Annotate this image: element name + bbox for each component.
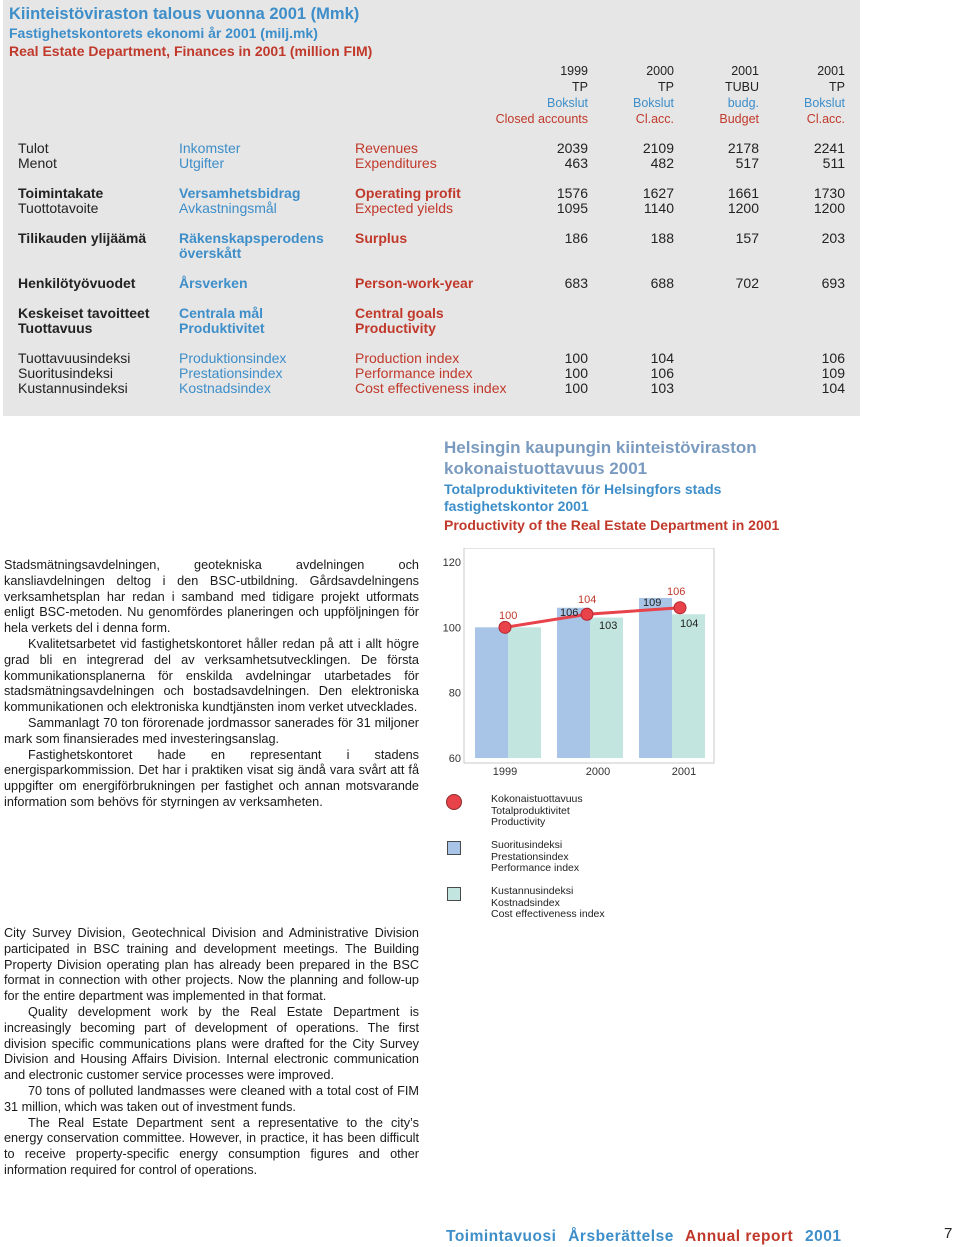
chart-title-sv-line1: Totalproduktiviteten för Helsingfors stads — [444, 481, 722, 497]
cell-value: 100 — [564, 365, 588, 381]
productivity-point — [581, 608, 593, 620]
row-label-sv: Räkenskapsperodens överskått — [179, 230, 324, 261]
cell-value: 1576 — [556, 185, 588, 201]
chart-title-sv-line2: fastighetskontor 2001 — [444, 498, 589, 514]
chart-title-en: Productivity of the Real Estate Department in 2001 — [444, 517, 780, 533]
row-label-en: Productivity — [355, 320, 436, 336]
cell-value: 103 — [650, 380, 674, 396]
y-tick-label: 120 — [442, 557, 461, 569]
header-label-en: Cl.acc. — [806, 112, 845, 126]
line-data-label: 106 — [667, 586, 686, 598]
page-number: 7 — [944, 1225, 953, 1242]
row-label-fi: Suoritusindeksi — [18, 365, 113, 381]
cell-value: 702 — [735, 275, 759, 291]
legend-label-cost: Kustannusindeksi Kostnadsindex Cost effectiveness index — [491, 885, 605, 920]
row-label-fi: Tilikauden ylijäämä — [18, 230, 147, 246]
header-label-en: Cl.acc. — [635, 112, 674, 126]
row-label-en: Performance index — [355, 365, 473, 381]
cell-value: 2109 — [642, 140, 674, 156]
footer-year: 2001 — [804, 1228, 842, 1245]
row-label-fi: Tuottavuusindeksi — [18, 350, 131, 366]
productivity-point — [499, 621, 511, 633]
paragraph: 70 tons of polluted landmasses were cleaned with a total cost of FIM 31 million, which was taken out of investment funds. — [4, 1083, 419, 1114]
header-type: TUBU — [724, 80, 759, 94]
bar-data-label: 103 — [599, 620, 618, 632]
row-label-fi: Kustannusindeksi — [18, 380, 128, 396]
header-label-fi: Bokslut — [547, 96, 588, 110]
x-tick-label: 2000 — [585, 766, 611, 778]
row-label-sv: Prestationsindex — [179, 365, 283, 381]
header-label-fi: budg. — [727, 96, 759, 110]
header-type: TP — [658, 80, 674, 94]
legend-swatch-square-icon — [447, 841, 461, 855]
cell-value: 511 — [822, 155, 845, 171]
header-label-fi: Bokslut — [633, 96, 674, 110]
cell-value: 2178 — [727, 140, 759, 156]
row-label-en: Cost effectiveness index — [355, 380, 507, 396]
header-type: TP — [829, 80, 845, 94]
cell-value: 104 — [821, 380, 845, 396]
legend-label-productivity: Kokonaistuottavuus Totalproduktivitet Productivity — [491, 793, 583, 828]
bar-cost-effectiveness-index — [672, 614, 705, 758]
cell-value: 693 — [821, 275, 845, 291]
cell-value: 688 — [650, 275, 674, 291]
legend-label-performance: Suoritusindeksi Prestationsindex Performance index — [491, 839, 580, 874]
row-label-fi: Tulot — [18, 140, 49, 156]
row-label-en: Revenues — [355, 140, 419, 156]
row-label-fi: Menot — [18, 155, 57, 171]
cell-value: 1661 — [727, 185, 759, 201]
footer-word-en: Annual report — [685, 1228, 794, 1245]
line-data-label: 100 — [499, 610, 518, 622]
body-text-english — [4, 926, 419, 1179]
row-label-sv: Versamhetsbidrag — [179, 185, 301, 201]
row-label-fi: Henkilötyövuodet — [18, 275, 136, 291]
line-data-label: 104 — [578, 594, 597, 606]
row-label-sv: Centrala mål — [179, 305, 264, 321]
row-label-fi: Tuottotavoite — [18, 200, 99, 216]
row-label-en: Operating profit — [355, 185, 461, 201]
cell-value: 1627 — [642, 185, 674, 201]
header-year: 1999 — [560, 64, 588, 78]
paragraph: Stadsmätningsavdelningen, geotekniska avdelningen och kansliavdelningen deltog i den BSC-utbildning. Gårdsavdelningens verksamhetsplan har redan i samband med tidigare projekt utformats enligt BSC-metoden. Nu genomfördes planeringen och uppföljningen för hela verkets del i denna form. — [4, 558, 419, 636]
cell-value: 2039 — [556, 140, 588, 156]
productivity-chart — [430, 548, 720, 788]
y-tick-label: 100 — [442, 622, 461, 635]
cell-value: 1095 — [556, 200, 588, 216]
cell-value: 106 — [821, 350, 845, 366]
paragraph: Kvalitetsarbetet vid fastighetskontoret håller redan på att i allt högre grad bli en integrerad del av verksamhetsutvecklingen. De första kommunikationsplanerna för enskilda avdelningar utarbetades för stadsmätningsavdelningen och bostadsavdelningen. Den elektroniska kommunikationen och elektroniska kundtjänsten inom verket utvecklades. — [4, 636, 419, 715]
header-label-fi: Bokslut — [804, 96, 845, 110]
row-label-sv: Kostnadsindex — [179, 380, 271, 396]
row-label-fi: Toimintakate — [18, 185, 104, 201]
table-title-sv: Fastighetskontorets ekonomi år 2001 (milj.mk) — [9, 25, 318, 41]
cell-value: 188 — [650, 230, 674, 246]
cell-value: 186 — [564, 230, 588, 246]
row-label-sv: Produktionsindex — [179, 350, 287, 366]
header-label-en: Budget — [719, 112, 759, 126]
footer-word-fi: Toimintavuosi — [446, 1228, 557, 1245]
cell-value: 100 — [564, 380, 588, 396]
row-label-sv: Avkastningsmål — [179, 200, 277, 216]
cell-value: 1140 — [643, 200, 674, 216]
bar-data-label: 106 — [560, 607, 579, 619]
cell-value: 463 — [564, 155, 588, 171]
finance-table-panel — [3, 0, 860, 416]
x-tick-label: 1999 — [492, 766, 518, 778]
cell-value: 1200 — [727, 200, 759, 216]
chart-title-fi-line2: kokonaistuottavuus 2001 — [444, 459, 648, 478]
cell-value: 104 — [650, 350, 674, 366]
bar-performance-index — [557, 608, 590, 758]
header-type: TP — [572, 80, 588, 94]
row-label-en: Expenditures — [355, 155, 437, 171]
paragraph: Sammanlagt 70 ton förorenade jordmassor sanerades för 31 miljoner mark som finansierades med investeringsanslag. — [4, 715, 419, 746]
cell-value: 109 — [821, 365, 845, 381]
paragraph: City Survey Division, Geotechnical Division and Administrative Division participated in BSC training and development meetings. The Building Property Division operating plan has already been prepared in the BSC format in connection with other projects. Now the planning and follow-up for the entire department was implemented in that format. — [4, 926, 419, 1004]
legend-swatch-circle-icon — [446, 794, 462, 810]
row-label-fi: Tuottavuus — [18, 320, 93, 336]
bar-data-label: 104 — [680, 618, 699, 630]
table-title-en: Real Estate Department, Finances in 2001 (million FIM) — [9, 43, 373, 59]
cell-value: 517 — [735, 155, 759, 171]
y-tick-label: 80 — [448, 687, 461, 700]
row-label-en: Person-work-year — [355, 275, 474, 291]
footer-word-sv: Årsberättelse — [568, 1228, 674, 1245]
bar-performance-index — [475, 627, 508, 758]
body-text-swedish — [4, 558, 419, 811]
y-tick-label: 60 — [448, 753, 461, 765]
table-title-fi: Kiinteistöviraston talous vuonna 2001 (Mmk) — [9, 5, 360, 23]
productivity-point — [674, 602, 686, 614]
legend-swatch-square-icon — [447, 887, 461, 901]
cell-value: 2241 — [813, 140, 845, 156]
header-year: 2001 — [731, 64, 759, 78]
cell-value: 106 — [650, 365, 674, 381]
x-tick-label: 2001 — [671, 766, 697, 778]
y-axis-ticks — [443, 557, 461, 765]
cell-value: 203 — [821, 230, 845, 246]
paragraph: The Real Estate Department sent a representative to the city’s energy conservation committee. However, in practice, it has been difficult to receive property-specific energy consumption figures and other information required for control of operations. — [4, 1115, 419, 1177]
row-label-sv: Utgifter — [179, 155, 225, 171]
row-label-en: Central goals — [355, 305, 444, 321]
chart-title-fi-line1: Helsingin kaupungin kiinteistöviraston — [444, 438, 757, 457]
cell-value: 157 — [735, 230, 759, 246]
row-label-fi: Keskeiset tavoitteet — [18, 305, 150, 321]
header-year: 2001 — [817, 64, 845, 78]
row-label-en: Surplus — [355, 230, 408, 246]
bar-data-label: 109 — [643, 597, 662, 609]
paragraph: Fastighetskontoret hade en representant i stadens energisparkommission. Det har i praktiken visat sig ändå vara svårt att få uppgifter om energiförbrukningen per fastighet och annan motsvarande information som behövs för styrningen av verksamheten. — [4, 747, 419, 809]
cell-value: 1200 — [813, 200, 845, 216]
cell-value: 1730 — [813, 185, 845, 201]
cell-value: 100 — [564, 350, 588, 366]
row-label-sv: Produktivitet — [179, 320, 265, 336]
cell-value: 482 — [650, 155, 674, 171]
row-label-en: Expected yields — [355, 200, 454, 216]
bar-cost-effectiveness-index — [590, 618, 623, 758]
paragraph: Quality development work by the Real Estate Department is increasingly becoming part of development of operations. The first division specific communications plans were drafted for the City Survey Division and Housing Affairs Division. Internal electronic communication and electronic customer service processes were improved. — [4, 1004, 419, 1083]
header-year: 2000 — [646, 64, 674, 78]
row-label-sv: Årsverken — [179, 275, 248, 291]
row-label-en: Production index — [355, 350, 460, 366]
x-axis-ticks — [493, 766, 696, 778]
cell-value: 683 — [564, 275, 588, 291]
bar-cost-effectiveness-index — [508, 627, 541, 758]
bar-performance-index — [639, 598, 672, 758]
page-footer — [446, 1228, 848, 1246]
row-label-sv: Inkomster — [179, 140, 241, 156]
header-label-en: Closed accounts — [495, 112, 588, 126]
